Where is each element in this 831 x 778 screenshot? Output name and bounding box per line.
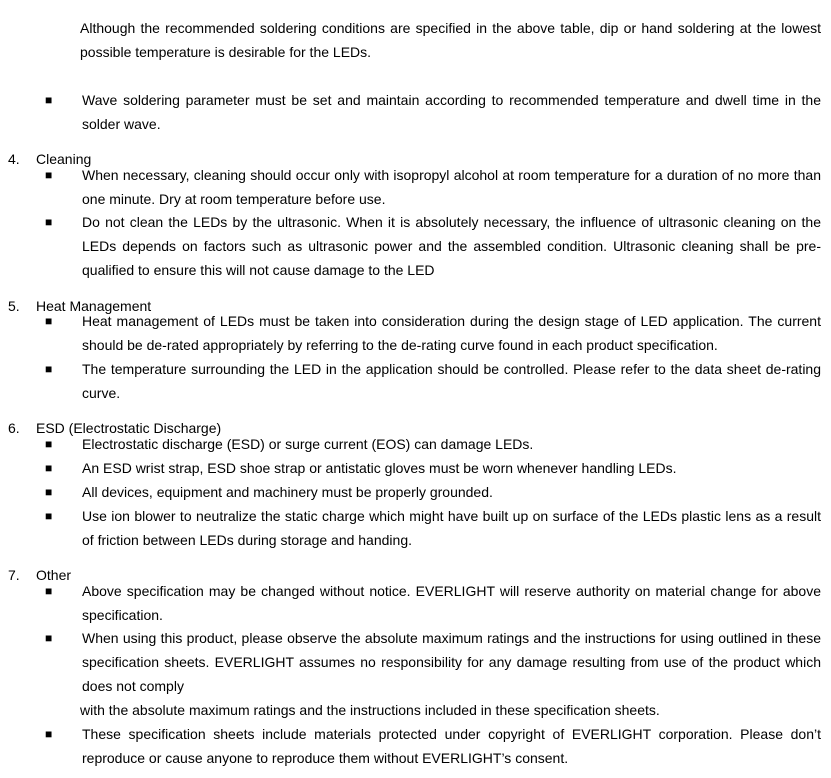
bullet-square-icon: ■: [45, 727, 53, 741]
bullet-text: Wave soldering parameter must be set and maintain according to recommended temperature and dwell time in the solder wave.: [82, 92, 821, 132]
bullet-square-icon: ■: [45, 631, 53, 645]
bullet-square-icon: ■: [45, 509, 53, 523]
bullet-text: When using this product, please observe the absolute maximum ratings and the instructions for using outlined in these specification sheets. EVERLIGHT assumes no responsibility for any damage resulting from use of the product which does not comply: [82, 630, 821, 694]
bullet-text: The temperature surrounding the LED in the application should be controlled. Please refer to the data sheet de-rating curve.: [82, 361, 821, 401]
section-number: 6.: [8, 420, 20, 436]
section-title: Other: [36, 567, 72, 583]
bullet-text: When necessary, cleaning should occur only with isopropyl alcohol at room temperature for a duration of no more than one minute. Dry at room temperature before use.: [82, 167, 821, 207]
continuation-paragraph: with the absolute maximum ratings and the instructions included in these specification sheets.: [80, 702, 660, 718]
section-title: Cleaning: [36, 151, 92, 167]
bullet-square-icon: ■: [45, 168, 53, 182]
bullet-text: All devices, equipment and machinery must be properly grounded.: [82, 484, 493, 500]
intro-paragraph: Although the recommended soldering conditions are specified in the above table, dip or hand soldering at the lowest possible temperature is desirable for the LEDs.: [80, 20, 821, 60]
bullet-text: These specification sheets include materials protected under copyright of EVERLIGHT corporation. Please don’t reproduce or cause anyone to reproduce them without EVERLIGHT’s consent.: [82, 726, 821, 766]
section-title: ESD (Electrostatic Discharge): [36, 420, 222, 436]
bullet-text: Use ion blower to neutralize the static charge which might have built up on surface of the LEDs plastic lens as a result of friction between LEDs during storage and handing.: [82, 508, 821, 548]
section-number: 7.: [8, 567, 20, 583]
bullet-square-icon: ■: [45, 314, 53, 328]
bullet-square-icon: ■: [45, 485, 53, 499]
bullet-text: Above specification may be changed without notice. EVERLIGHT will reserve authority on material change for above specification.: [82, 583, 821, 623]
bullet-square-icon: ■: [45, 437, 53, 451]
bullet-square-icon: ■: [45, 584, 53, 598]
section-number: 4.: [8, 151, 20, 167]
bullet-text: Electrostatic discharge (ESD) or surge current (EOS) can damage LEDs.: [82, 436, 534, 452]
bullet-square-icon: ■: [45, 461, 53, 475]
bullet-text: An ESD wrist strap, ESD shoe strap or antistatic gloves must be worn whenever handling LEDs.: [82, 460, 677, 476]
bullet-text: Do not clean the LEDs by the ultrasonic. When it is absolutely necessary, the influence of ultrasonic cleaning on the LEDs depends on factors such as ultrasonic power and the assembled condition. Ultrasonic cleaning shall be pre-qualified to ensure this will not cause damage to the LED: [82, 214, 821, 278]
section-number: 5.: [8, 298, 20, 314]
bullet-square-icon: ■: [45, 93, 53, 107]
bullet-square-icon: ■: [45, 215, 53, 229]
bullet-square-icon: ■: [45, 362, 53, 376]
bullet-text: Heat management of LEDs must be taken into consideration during the design stage of LED application. The current should be de-rated appropriately by referring to the de-rating curve found in each product specification.: [82, 313, 821, 353]
section-title: Heat Management: [36, 298, 152, 314]
